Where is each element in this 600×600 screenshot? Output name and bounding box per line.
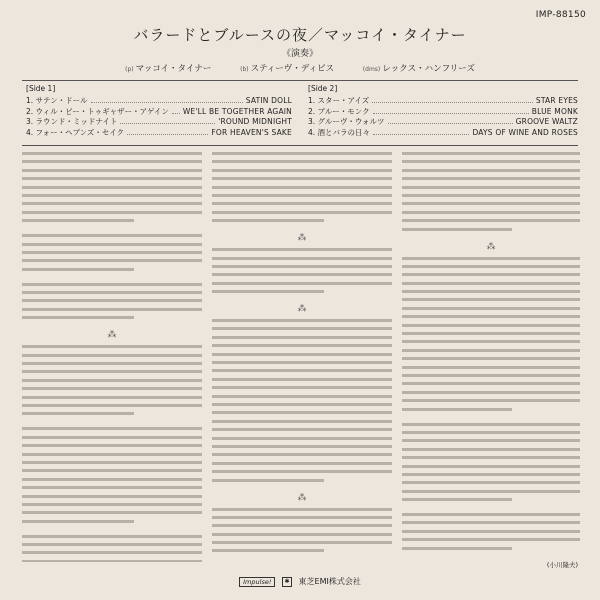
text-line xyxy=(22,495,202,498)
impulse-logo: Impulse! xyxy=(239,577,275,587)
liner-notes-column-3 xyxy=(402,152,580,562)
text-line xyxy=(22,503,202,506)
text-line xyxy=(22,469,202,472)
text-line xyxy=(212,327,392,330)
text-line xyxy=(22,404,202,407)
text-line xyxy=(402,340,580,343)
text-line xyxy=(212,549,324,552)
text-line xyxy=(22,211,202,214)
footer xyxy=(0,576,600,587)
text-line xyxy=(212,445,392,448)
text-line xyxy=(402,273,580,276)
text-line xyxy=(402,298,580,301)
text-line xyxy=(22,169,202,172)
personnel-3: (dms) レックス・ハンフリーズ xyxy=(362,64,475,74)
text-line xyxy=(22,370,202,373)
track-row: 1. サテン・ドール SATIN DOLL xyxy=(26,96,292,105)
text-line xyxy=(22,453,202,456)
text-line xyxy=(212,194,392,197)
text-line xyxy=(402,538,580,541)
text-line xyxy=(212,411,392,414)
text-line xyxy=(402,521,580,524)
text-line xyxy=(212,437,392,440)
text-line xyxy=(212,541,392,544)
section-mark-icon: ⁂ xyxy=(486,241,496,252)
text-line xyxy=(212,177,392,180)
text-line xyxy=(212,470,392,473)
text-line xyxy=(402,169,580,172)
text-line xyxy=(212,428,392,431)
text-line xyxy=(402,257,580,260)
liner-notes-column-2 xyxy=(212,152,392,562)
text-line xyxy=(22,535,202,538)
text-line xyxy=(22,219,134,222)
text-line xyxy=(402,391,580,394)
text-line xyxy=(212,202,392,205)
text-line xyxy=(22,186,202,189)
text-line xyxy=(212,186,392,189)
text-line xyxy=(22,194,202,197)
liner-notes-column-1 xyxy=(22,152,202,562)
text-line xyxy=(212,152,392,155)
text-line xyxy=(402,290,580,293)
text-line xyxy=(212,453,392,456)
text-line xyxy=(22,444,202,447)
text-line xyxy=(22,362,202,365)
text-line xyxy=(22,308,202,311)
text-line xyxy=(402,219,580,222)
text-line xyxy=(22,283,202,286)
text-line xyxy=(212,462,392,465)
text-line xyxy=(22,551,202,554)
album-title: バラードとブルースの夜／マッコイ・タイナー xyxy=(133,26,467,44)
text-line xyxy=(22,543,202,546)
text-line xyxy=(212,369,392,372)
text-line xyxy=(22,243,202,246)
text-line xyxy=(402,202,580,205)
side-1-tracklist xyxy=(26,84,292,137)
text-line xyxy=(212,248,392,251)
text-line xyxy=(212,508,392,511)
text-line xyxy=(212,403,392,406)
text-line xyxy=(22,259,202,262)
personnel-2: (b) スティーヴ・ディビス xyxy=(240,64,335,74)
text-line xyxy=(402,265,580,268)
text-line xyxy=(212,273,392,276)
text-line xyxy=(212,290,324,293)
text-line xyxy=(212,420,392,423)
text-line xyxy=(402,307,580,310)
text-line xyxy=(212,353,392,356)
personnel-1: (p) マッコイ・タイナー xyxy=(125,64,212,74)
text-line xyxy=(402,408,512,411)
text-line xyxy=(22,486,202,489)
text-line xyxy=(22,202,202,205)
text-line xyxy=(402,186,580,189)
section-mark-icon: ⁂ xyxy=(107,330,117,341)
text-line xyxy=(402,211,580,214)
divider-bottom xyxy=(22,145,578,146)
text-line xyxy=(22,560,202,562)
text-line xyxy=(402,456,580,459)
track-row: 4. 酒とバラの日々 DAYS OF WINE AND ROSES xyxy=(308,127,578,137)
text-line xyxy=(402,160,580,163)
text-line xyxy=(22,511,202,514)
text-line xyxy=(22,177,202,180)
text-line xyxy=(22,291,202,294)
text-line xyxy=(212,479,324,482)
text-line xyxy=(212,219,324,222)
text-line xyxy=(402,530,580,533)
text-line xyxy=(22,478,202,481)
text-line xyxy=(212,257,392,260)
section-mark-icon: ⁂ xyxy=(297,492,307,503)
text-line xyxy=(402,194,580,197)
text-line xyxy=(22,354,202,357)
text-line xyxy=(402,228,512,231)
text-line xyxy=(402,366,580,369)
text-line xyxy=(402,177,580,180)
text-line xyxy=(212,211,392,214)
section-mark-icon: ⁂ xyxy=(297,233,307,244)
text-line xyxy=(22,436,202,439)
track-row: 1. スター・アイズ STAR EYES xyxy=(308,96,578,105)
company-name: 東芝EMI株式会社 xyxy=(298,577,361,586)
text-line xyxy=(402,374,580,377)
personnel-line xyxy=(0,62,600,74)
text-line xyxy=(212,386,392,389)
text-line xyxy=(22,234,202,237)
section-mark-icon: ⁂ xyxy=(297,304,307,315)
side-2-label: [Side 2] xyxy=(308,84,338,93)
text-line xyxy=(402,423,580,426)
text-line xyxy=(402,315,580,318)
text-line xyxy=(402,465,580,468)
text-line xyxy=(402,332,580,335)
text-line xyxy=(402,448,580,451)
text-line xyxy=(402,152,580,155)
emi-logo-icon: ✱ xyxy=(282,577,292,587)
text-line xyxy=(402,439,580,442)
track-row: 2. ウィル・ビー・トゥギャザー・アゲイン WE'LL BE TOGETHER AGAIN xyxy=(26,106,292,116)
text-line xyxy=(22,520,134,523)
text-line xyxy=(22,427,202,430)
text-line xyxy=(402,357,580,360)
text-line xyxy=(22,396,202,399)
track-row: 3. ラウンド・ミッドナイト 'ROUND MIDNIGHT xyxy=(26,117,292,126)
text-line xyxy=(212,160,392,163)
text-line xyxy=(212,361,392,364)
text-line xyxy=(212,378,392,381)
text-line xyxy=(402,382,580,385)
text-line xyxy=(212,533,392,536)
author-credit: (小川隆夫) xyxy=(546,561,578,569)
text-line xyxy=(402,282,580,285)
text-line xyxy=(22,379,202,382)
text-line xyxy=(22,160,202,163)
divider-top xyxy=(22,80,578,81)
text-line xyxy=(212,344,392,347)
text-line xyxy=(402,547,512,550)
track-row: 3. グルーヴ・ウォルツ GROOVE WALTZ xyxy=(308,117,578,126)
text-line xyxy=(22,152,202,155)
text-line xyxy=(212,516,392,519)
text-line xyxy=(402,324,580,327)
text-line xyxy=(402,431,580,434)
text-line xyxy=(22,387,202,390)
track-row: 4. フォー・ヘブンズ・セイク FOR HEAVEN'S SAKE xyxy=(26,127,292,137)
text-line xyxy=(212,265,392,268)
track-row: 2. ブルー・モンク BLUE MONK xyxy=(308,106,578,116)
text-line xyxy=(212,395,392,398)
text-line xyxy=(22,268,134,271)
side-1-label: [Side 1] xyxy=(26,84,56,93)
text-line xyxy=(212,319,392,322)
text-line xyxy=(212,169,392,172)
text-line xyxy=(22,345,202,348)
text-line xyxy=(402,513,580,516)
text-line xyxy=(22,461,202,464)
performers-heading: 《演奏》 xyxy=(281,49,318,59)
text-line xyxy=(402,498,512,501)
text-line xyxy=(22,251,202,254)
side-2-tracklist xyxy=(308,84,578,137)
text-line xyxy=(402,473,580,476)
text-line xyxy=(402,490,580,493)
text-line xyxy=(402,481,580,484)
text-line xyxy=(22,412,134,415)
text-line xyxy=(22,299,202,302)
text-line xyxy=(212,524,392,527)
text-line xyxy=(212,336,392,339)
catalog-number: IMP-88150 xyxy=(535,10,586,20)
text-line xyxy=(402,349,580,352)
text-line xyxy=(212,282,392,285)
text-line xyxy=(22,316,134,319)
text-line xyxy=(402,399,580,402)
